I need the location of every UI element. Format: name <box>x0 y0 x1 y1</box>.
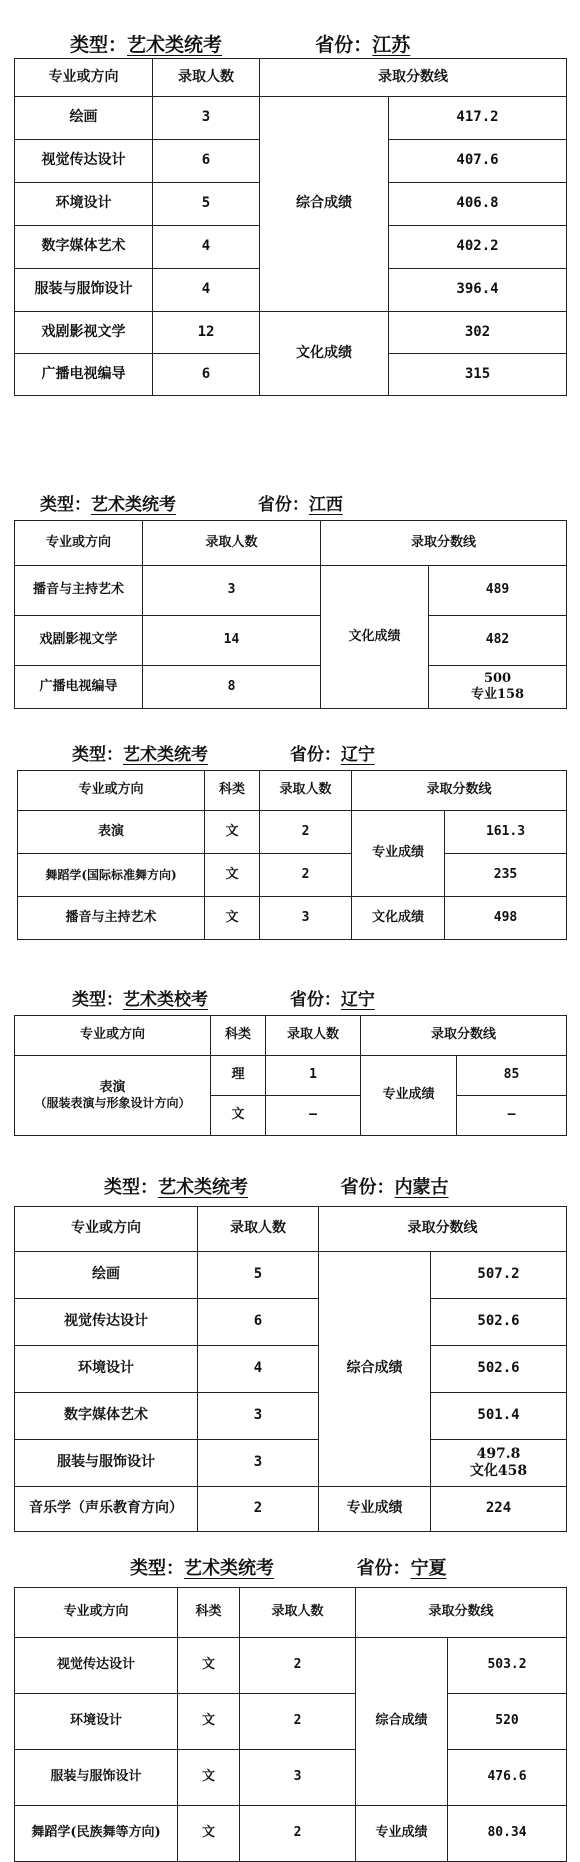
score-cell <box>431 1440 567 1487</box>
section-header <box>70 30 410 57</box>
score-type-cell: 文化成绩 <box>321 566 429 709</box>
count-cell: 14 <box>143 616 321 666</box>
table-row <box>15 1440 567 1487</box>
table-row <box>18 811 567 854</box>
count-cell: 3 <box>143 566 321 616</box>
table-row <box>15 1299 567 1346</box>
province-label: 省份： <box>289 745 341 765</box>
major-cell: 环境设计 <box>15 1346 198 1393</box>
type-label: 类型： <box>72 990 123 1010</box>
score-type-cell: 综合成绩 <box>356 1638 448 1806</box>
major-cell: 绘画 <box>15 97 153 140</box>
col-header-count: 录取人数 <box>260 771 352 811</box>
subject-cell: 文 <box>178 1750 240 1806</box>
col-header-score: 录取分数线 <box>356 1588 567 1638</box>
major-cell: 服装与服饰设计 <box>15 269 153 312</box>
count-cell: 4 <box>153 269 260 312</box>
count-cell: 5 <box>198 1252 319 1299</box>
table-row <box>15 566 567 616</box>
table-row <box>15 1806 567 1862</box>
score-note: 专业158 <box>470 687 525 702</box>
score-cell: 482 <box>429 616 567 666</box>
col-header-count: 录取人数 <box>266 1016 361 1056</box>
count-cell: 6 <box>153 140 260 183</box>
score-cell: 406.8 <box>389 183 567 226</box>
count-cell: 4 <box>198 1346 319 1393</box>
table-row <box>15 1393 567 1440</box>
score-cell: 161.3 <box>445 811 567 854</box>
score-cell: 476.6 <box>448 1750 567 1806</box>
subject-cell: 文 <box>211 1096 266 1136</box>
major-cell: 环境设计 <box>15 183 153 226</box>
score-cell: 502.6 <box>431 1299 567 1346</box>
score-cell: – <box>457 1096 567 1136</box>
score-cell: 503.2 <box>448 1638 567 1694</box>
admission-table <box>14 1206 567 1532</box>
major-direction: （服装表演与形象设计方向） <box>34 1096 191 1111</box>
score-cell: 302 <box>389 312 567 354</box>
count-cell: 3 <box>260 897 352 940</box>
major-cell: 音乐学（声乐教育方向） <box>15 1487 198 1532</box>
province-value: 宁夏 <box>410 1558 447 1579</box>
score-type-cell: 专业成绩 <box>352 811 445 897</box>
subject-cell: 文 <box>178 1694 240 1750</box>
table-row <box>15 1056 567 1096</box>
score-type-cell: 综合成绩 <box>319 1252 431 1487</box>
score-cell: 498 <box>445 897 567 940</box>
table-row <box>18 854 567 897</box>
table-row <box>15 1487 567 1532</box>
table-row <box>15 616 567 666</box>
count-cell: 2 <box>260 811 352 854</box>
province-label: 省份： <box>356 1558 411 1579</box>
col-header-major: 专业或方向 <box>15 1016 211 1056</box>
admission-table <box>14 1587 567 1862</box>
table-header-row <box>15 521 567 566</box>
type-value: 艺术类统考 <box>127 34 223 56</box>
major-cell: 数字媒体艺术 <box>15 226 153 269</box>
score-cell: 224 <box>431 1487 567 1532</box>
col-header-subject: 科类 <box>178 1588 240 1638</box>
score-cell: 80.34 <box>448 1806 567 1862</box>
province-value: 辽宁 <box>340 990 375 1010</box>
major-cell: 视觉传达设计 <box>15 140 153 183</box>
major-cell: 戏剧影视文学 <box>15 312 153 354</box>
type-value: 艺术类统考 <box>158 1177 248 1198</box>
col-header-subject: 科类 <box>211 1016 266 1056</box>
count-cell: 2 <box>240 1638 356 1694</box>
col-header-major: 专业或方向 <box>15 59 153 97</box>
score-type-cell: 综合成绩 <box>260 97 389 312</box>
subject-cell: 文 <box>205 897 260 940</box>
type-value: 艺术类统考 <box>184 1558 274 1579</box>
section-header <box>72 740 375 765</box>
table-header-row <box>15 1016 567 1056</box>
score-cell: 396.4 <box>389 269 567 312</box>
table-row <box>15 312 567 354</box>
province-value: 江苏 <box>372 34 411 56</box>
count-cell: 3 <box>240 1750 356 1806</box>
province-value: 内蒙古 <box>394 1177 449 1198</box>
province-label: 省份： <box>315 34 373 56</box>
major-cell: 服装与服饰设计 <box>15 1440 198 1487</box>
major-cell: 戏剧影视文学 <box>15 616 143 666</box>
major-name: 表演 <box>99 1079 126 1095</box>
score-cell: 407.6 <box>389 140 567 183</box>
subject-cell: 文 <box>205 854 260 897</box>
score-cell <box>429 666 567 709</box>
major-cell <box>15 1056 211 1136</box>
type-label: 类型： <box>72 745 123 765</box>
section-header <box>72 985 375 1010</box>
col-header-major: 专业或方向 <box>15 521 143 566</box>
major-cell: 舞蹈学(国际标准舞方向) <box>18 854 205 897</box>
col-header-subject: 科类 <box>205 771 260 811</box>
score-value: 497.8 <box>476 1445 521 1462</box>
province-label: 省份： <box>289 990 341 1010</box>
score-cell: 417.2 <box>389 97 567 140</box>
table-row <box>15 1346 567 1393</box>
table-header-row <box>15 59 567 97</box>
section-header <box>40 490 343 515</box>
section-header <box>130 1554 447 1580</box>
score-cell: 315 <box>389 354 567 396</box>
score-cell: 402.2 <box>389 226 567 269</box>
count-cell: 3 <box>198 1393 319 1440</box>
count-cell: 3 <box>198 1440 319 1487</box>
col-header-count: 录取人数 <box>143 521 321 566</box>
score-cell: 502.6 <box>431 1346 567 1393</box>
major-cell: 数字媒体艺术 <box>15 1393 198 1440</box>
subject-cell: 文 <box>178 1806 240 1862</box>
score-type-cell: 专业成绩 <box>361 1056 457 1136</box>
score-cell: 85 <box>457 1056 567 1096</box>
major-cell: 舞蹈学(民族舞等方向) <box>15 1806 178 1862</box>
type-label: 类型： <box>40 495 91 515</box>
score-cell: 501.4 <box>431 1393 567 1440</box>
table-row <box>15 97 567 140</box>
table-header-row <box>15 1588 567 1638</box>
type-value: 艺术类统考 <box>123 745 208 765</box>
count-cell: 2 <box>260 854 352 897</box>
count-cell: 12 <box>153 312 260 354</box>
table-row <box>15 1750 567 1806</box>
admission-table <box>17 770 567 940</box>
col-header-score: 录取分数线 <box>352 771 567 811</box>
count-cell: 6 <box>153 354 260 396</box>
type-label: 类型： <box>104 1177 158 1198</box>
subject-cell: 文 <box>205 811 260 854</box>
count-cell: 6 <box>198 1299 319 1346</box>
count-cell: 2 <box>240 1806 356 1862</box>
type-label: 类型： <box>70 34 128 56</box>
table-header-row <box>18 771 567 811</box>
col-header-major: 专业或方向 <box>15 1207 198 1252</box>
table-row <box>15 1638 567 1694</box>
admission-table <box>14 1015 567 1136</box>
section-header <box>104 1173 449 1199</box>
major-cell: 服装与服饰设计 <box>15 1750 178 1806</box>
province-value: 江西 <box>308 495 343 515</box>
score-type-cell: 文化成绩 <box>260 312 389 396</box>
province-value: 辽宁 <box>340 745 375 765</box>
table-row <box>15 1252 567 1299</box>
score-type-cell: 专业成绩 <box>356 1806 448 1862</box>
admission-table <box>14 58 567 396</box>
major-cell: 广播电视编导 <box>15 666 143 709</box>
col-header-score: 录取分数线 <box>260 59 567 97</box>
col-header-score: 录取分数线 <box>319 1207 567 1252</box>
count-cell: 8 <box>143 666 321 709</box>
score-type-cell: 专业成绩 <box>319 1487 431 1532</box>
table-row <box>15 1694 567 1750</box>
col-header-score: 录取分数线 <box>321 521 567 566</box>
type-value: 艺术类统考 <box>91 495 176 515</box>
count-cell: – <box>266 1096 361 1136</box>
type-value: 艺术类校考 <box>123 990 208 1010</box>
count-cell: 4 <box>153 226 260 269</box>
major-cell: 广播电视编导 <box>15 354 153 396</box>
score-type-cell: 文化成绩 <box>352 897 445 940</box>
major-cell: 绘画 <box>15 1252 198 1299</box>
major-cell: 环境设计 <box>15 1694 178 1750</box>
col-header-major: 专业或方向 <box>18 771 205 811</box>
count-cell: 5 <box>153 183 260 226</box>
col-header-score: 录取分数线 <box>361 1016 567 1056</box>
major-cell: 表演 <box>18 811 205 854</box>
score-cell: 520 <box>448 1694 567 1750</box>
score-cell: 489 <box>429 566 567 616</box>
subject-cell: 文 <box>178 1638 240 1694</box>
admission-table <box>14 520 567 709</box>
score-cell: 235 <box>445 854 567 897</box>
table-row <box>18 897 567 940</box>
major-cell: 视觉传达设计 <box>15 1638 178 1694</box>
col-header-major: 专业或方向 <box>15 1588 178 1638</box>
count-cell: 1 <box>266 1056 361 1096</box>
score-value: 500 <box>483 670 512 686</box>
table-header-row <box>15 1207 567 1252</box>
province-label: 省份： <box>257 495 309 515</box>
major-cell: 视觉传达设计 <box>15 1299 198 1346</box>
col-header-count: 录取人数 <box>240 1588 356 1638</box>
count-cell: 3 <box>153 97 260 140</box>
province-label: 省份： <box>340 1177 395 1198</box>
count-cell: 2 <box>198 1487 319 1532</box>
table-row <box>15 666 567 709</box>
score-note: 文化458 <box>469 1463 528 1479</box>
major-cell: 播音与主持艺术 <box>18 897 205 940</box>
type-label: 类型： <box>130 1558 184 1579</box>
col-header-count: 录取人数 <box>198 1207 319 1252</box>
col-header-count: 录取人数 <box>153 59 260 97</box>
subject-cell: 理 <box>211 1056 266 1096</box>
score-cell: 507.2 <box>431 1252 567 1299</box>
count-cell: 2 <box>240 1694 356 1750</box>
major-cell: 播音与主持艺术 <box>15 566 143 616</box>
